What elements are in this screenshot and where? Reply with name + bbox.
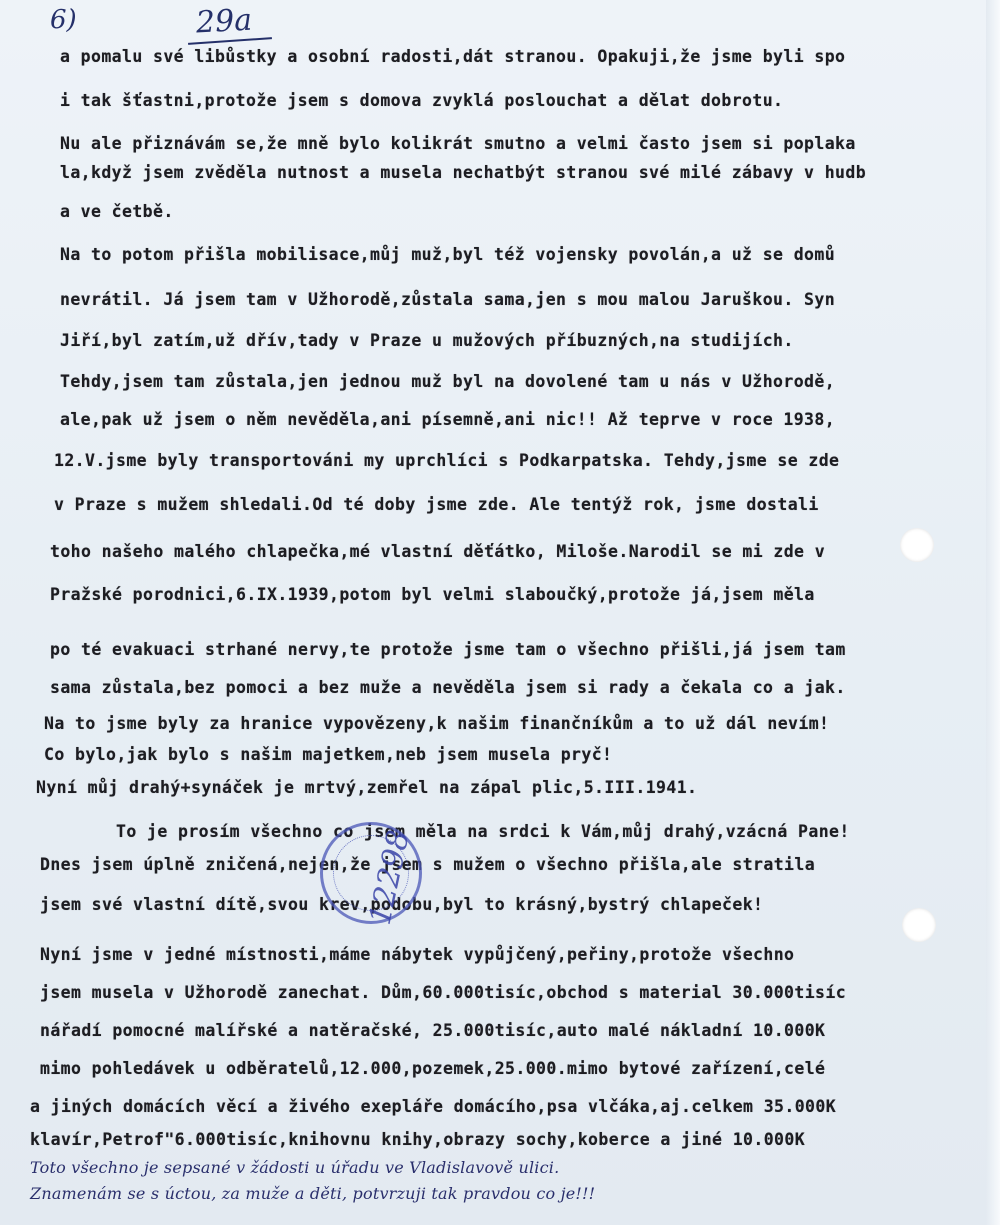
typed-line: ale,pak už jsem o něm nevěděla,ani písemně,ani nic!! Až teprve v roce 1938, [60, 410, 836, 429]
typed-line: jsem musela v Užhorodě zanechat. Dům,60.000tisíc,obchod s material 30.000tisíc [40, 983, 847, 1002]
handwritten-note: Toto všechno je sepsané v žádosti u úřadu ve Vladislavově ulici. [30, 1158, 560, 1177]
typed-line: Jiří,byl zatím,už dřív,tady v Praze u mužových příbuzných,na studijích. [60, 331, 794, 350]
typed-line: a jiných domácích věcí a živého exepláře domácího,psa vlčáka,aj.celkem 35.000K [30, 1097, 837, 1116]
punch-hole [902, 908, 936, 942]
typed-line: Na to jsme byly za hranice vypovězeny,k našim finančníkům a to už dál nevím! [44, 714, 830, 733]
typed-line: 12.V.jsme byly transportováni my uprchlíci s Podkarpatska. Tehdy,jsme se zde [54, 451, 840, 470]
typed-line: toho našeho malého chlapečka,mé vlastní děťátko, Miloše.Narodil se mi zde v [50, 542, 826, 561]
paper-edge [986, 0, 1000, 1225]
typed-line: po té evakuaci strhané nervy,te protože jsme tam o všechno přišli,já jsem tam [50, 640, 846, 659]
typed-line: Pražské porodnici,6.IX.1939,potom byl velmi slaboučký,protože já,jsem měla [50, 585, 815, 604]
typed-line: Co bylo,jak bylo s našim majetkem,neb jsem musela pryč! [44, 745, 613, 764]
folio-number: 29a [195, 2, 253, 41]
typed-line: mimo pohledávek u odběratelů,12.000,pozemek,25.000.mimo bytové zařízení,celé [40, 1059, 826, 1078]
handwritten-signature-line: Znamenám se s úctou, za muže a děti, potvrzuji tak pravdou co je!!! [30, 1184, 596, 1203]
stamp-number: 12298 [362, 827, 417, 928]
typed-line: To je prosím všechno co jsem měla na srdci k Vám,můj drahý,vzácná Pane! [116, 822, 850, 841]
typed-line: Nu ale přiznávám se,že mně bylo kolikrát smutno a velmi často jsem si poplaka [60, 134, 856, 153]
typed-line: nevrátil. Já jsem tam v Užhorodě,zůstala sama,jen s mou malou Jaruškou. Syn [60, 290, 836, 309]
typed-line: nářadí pomocné malířské a natěračské, 25.000tisíc,auto malé nákladní 10.000K [40, 1021, 826, 1040]
typed-line: Nyní můj drahý+synáček je mrtvý,zemřel na zápal plic,5.III.1941. [36, 778, 698, 797]
typed-line: Na to potom přišla mobilisace,můj muž,byl též vojensky povolán,a už se domů [60, 245, 836, 264]
typed-line: Dnes jsem úplně zničená,nejen,že jsem s mužem o všechno přišla,ale stratila [40, 855, 816, 874]
typed-line: klavír,Petrof"6.000tisíc,knihovnu knihy,obrazy sochy,koberce a jiné 10.000K [30, 1130, 806, 1149]
typed-line: v Praze s mužem shledali.Od té doby jsme zde. Ale tentýž rok, jsme dostali [54, 495, 819, 514]
page-number: 6) [50, 5, 77, 35]
typed-line: a ve četbě. [60, 202, 174, 221]
typed-line: la,když jsem zvěděla nutnost a musela nechatbýt stranou své milé zábavy v hudb [60, 163, 867, 182]
typed-line: i tak šťastni,protože jsem s domova zvyklá poslouchat a dělat dobrotu. [60, 91, 784, 110]
typed-line: Tehdy,jsem tam zůstala,jen jednou muž byl na dovolené tam u nás v Užhorodě, [60, 372, 836, 391]
typed-line: a pomalu své libůstky a osobní radosti,dát stranou. Opakuji,že jsme byli spo [60, 47, 846, 66]
punch-hole [900, 528, 934, 562]
typed-line: Nyní jsme v jedné místnosti,máme nábytek vypůjčený,peřiny,protože všechno [40, 945, 795, 964]
typed-line: jsem své vlastní dítě,svou krev,podobu,byl to krásný,bystrý chlapeček! [40, 895, 764, 914]
typed-line: sama zůstala,bez pomoci a bez muže a nevěděla jsem si rady a čekala co a jak. [50, 678, 846, 697]
